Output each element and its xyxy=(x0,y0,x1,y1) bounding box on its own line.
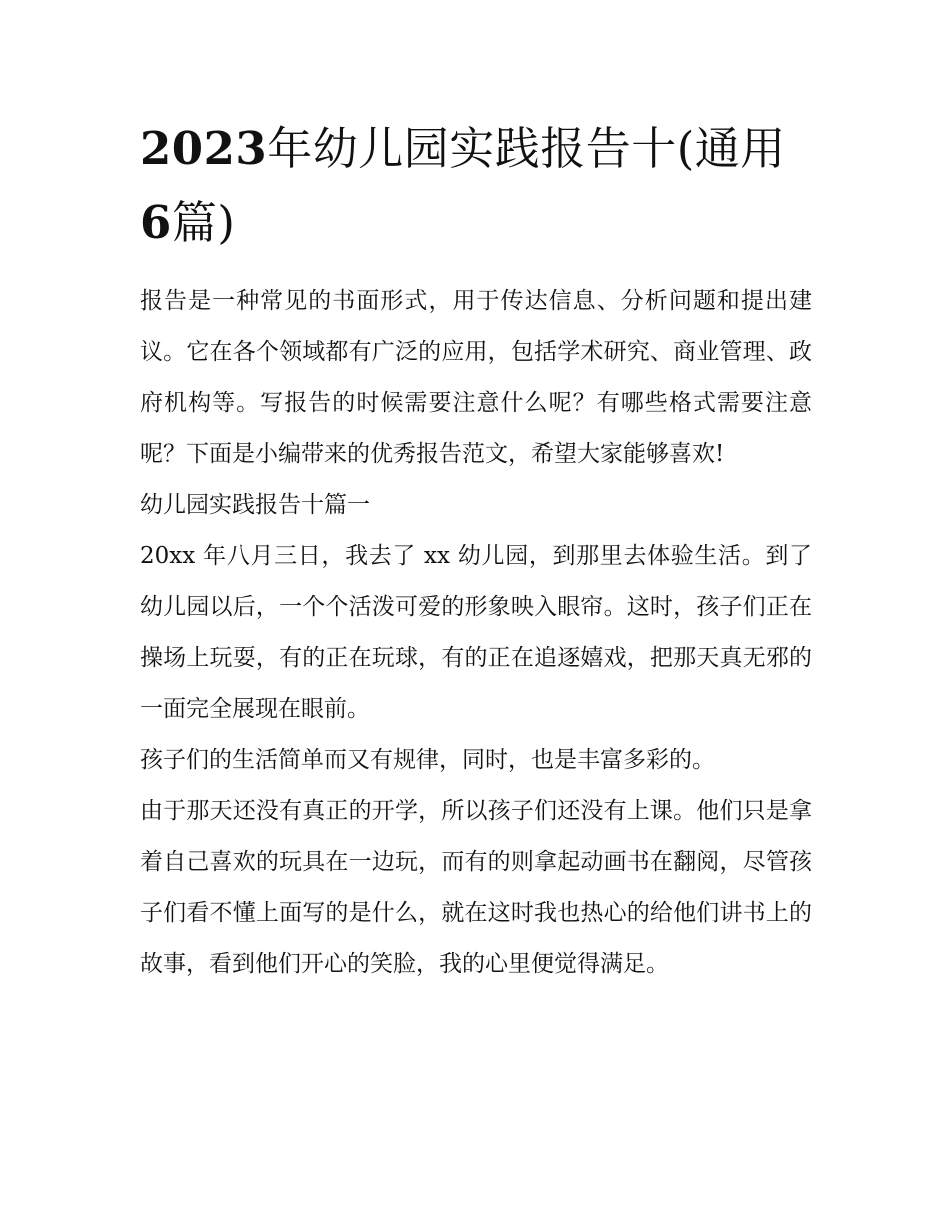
title-text-part-2: 篇) xyxy=(171,196,236,249)
document-body xyxy=(140,112,812,990)
body-paragraph-1: 20xx 年八月三日，我去了 xx 幼儿园，到那里去体验生活。到了幼儿园以后，一个个活泼可爱的形象映入眼帘。这时，孩子们正在操场上玩耍，有的正在玩球，有的正在追逐嬉戏，把那天真无邪的一面完全展现在眼前。 xyxy=(140,543,812,722)
title-count: 6 xyxy=(140,196,172,249)
body-paragraph-2: 孩子们的生活简单而又有规律，同时，也是丰富多彩的。 xyxy=(140,747,715,773)
intro-paragraph: 报告是一种常见的书面形式，用于传达信息、分析问题和提出建议。它在各个领域都有广泛的应用，包括学术研究、商业管理、政府机构等。写报告的时候需要注意什么呢？有哪些格式需要注意呢？下面是小编带来的优秀报告范文，希望大家能够喜欢! xyxy=(140,288,812,467)
body-paragraph-3: 由于那天还没有真正的开学，所以孩子们还没有上课。他们只是拿着自己喜欢的玩具在一边玩，而有的则拿起动画书在翻阅，尽管孩子们看不懂上面写的是什么，就在这时我也热心的给他们讲书上的故事，看到他们开心的笑脸，我的心里便觉得满足。 xyxy=(140,798,812,977)
document-title xyxy=(140,112,812,260)
section-heading: 幼儿园实践报告十篇一 xyxy=(140,492,370,518)
title-year: 2023 xyxy=(140,122,268,175)
title-text-part-1: 年幼儿园实践报告十(通用 xyxy=(267,122,786,175)
